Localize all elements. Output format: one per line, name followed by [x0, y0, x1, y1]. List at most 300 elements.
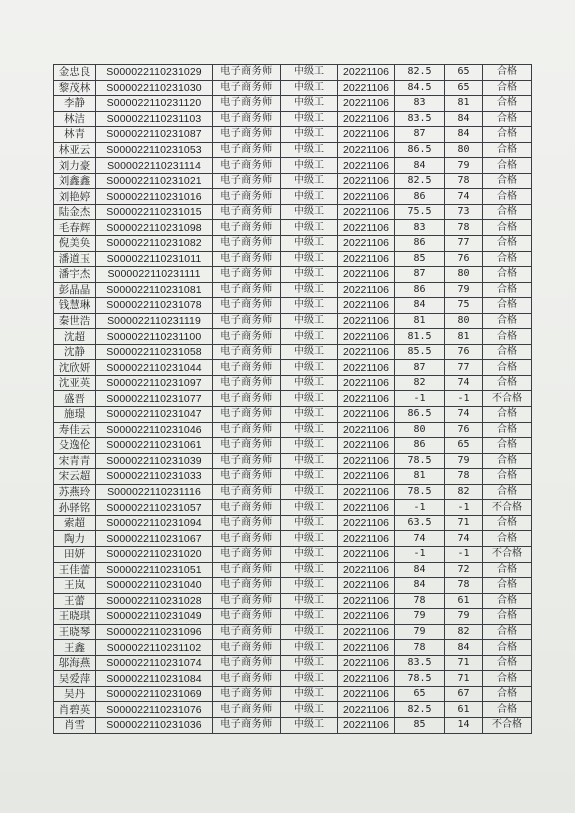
date-cell: 20221106: [338, 360, 395, 376]
exam-id-cell: S000022110231028: [96, 593, 213, 609]
level-cell: 中级工: [281, 640, 338, 656]
name-cell: 刘鑫鑫: [54, 173, 96, 189]
level-cell: 中级工: [281, 251, 338, 267]
result-cell: 合格: [483, 578, 532, 594]
date-cell: 20221106: [338, 702, 395, 718]
score-table: [53, 64, 532, 734]
theory-score-cell: 63.5: [395, 515, 445, 531]
level-cell: 中级工: [281, 236, 338, 252]
practical-score-cell: -1: [445, 546, 483, 562]
date-cell: 20221106: [338, 282, 395, 298]
level-cell: 中级工: [281, 360, 338, 376]
date-cell: 20221106: [338, 484, 395, 500]
name-cell: 潘道玉: [54, 251, 96, 267]
exam-id-cell: S000022110231097: [96, 375, 213, 391]
result-cell: 合格: [483, 127, 532, 143]
name-cell: 肖雪: [54, 717, 96, 733]
name-cell: 吴爱萍: [54, 671, 96, 687]
name-cell: 吴丹: [54, 686, 96, 702]
table-row: [54, 686, 532, 702]
theory-score-cell: 65: [395, 686, 445, 702]
name-cell: 秦世浩: [54, 313, 96, 329]
theory-score-cell: 81: [395, 313, 445, 329]
level-cell: 中级工: [281, 578, 338, 594]
theory-score-cell: 78.5: [395, 453, 445, 469]
practical-score-cell: 76: [445, 422, 483, 438]
result-cell: 合格: [483, 344, 532, 360]
result-cell: 合格: [483, 329, 532, 345]
exam-id-cell: S000022110231029: [96, 65, 213, 81]
level-cell: 中级工: [281, 96, 338, 112]
name-cell: 王佳蕾: [54, 562, 96, 578]
name-cell: 刘力豪: [54, 158, 96, 174]
occupation-cell: 电子商务师: [213, 640, 281, 656]
result-cell: 合格: [483, 407, 532, 423]
date-cell: 20221106: [338, 500, 395, 516]
practical-score-cell: 74: [445, 531, 483, 547]
exam-id-cell: S000022110231078: [96, 298, 213, 314]
name-cell: 宋青青: [54, 453, 96, 469]
level-cell: 中级工: [281, 671, 338, 687]
practical-score-cell: 81: [445, 96, 483, 112]
occupation-cell: 电子商务师: [213, 407, 281, 423]
exam-id-cell: S000022110231084: [96, 671, 213, 687]
practical-score-cell: 71: [445, 671, 483, 687]
date-cell: 20221106: [338, 546, 395, 562]
occupation-cell: 电子商务师: [213, 546, 281, 562]
result-cell: 合格: [483, 562, 532, 578]
level-cell: 中级工: [281, 717, 338, 733]
exam-id-cell: S000022110231046: [96, 422, 213, 438]
table-row: [54, 267, 532, 283]
practical-score-cell: -1: [445, 500, 483, 516]
theory-score-cell: 83: [395, 96, 445, 112]
exam-id-cell: S000022110231067: [96, 531, 213, 547]
date-cell: 20221106: [338, 531, 395, 547]
exam-id-cell: S000022110231053: [96, 142, 213, 158]
practical-score-cell: 77: [445, 236, 483, 252]
occupation-cell: 电子商务师: [213, 329, 281, 345]
date-cell: 20221106: [338, 686, 395, 702]
date-cell: 20221106: [338, 204, 395, 220]
result-cell: 合格: [483, 453, 532, 469]
result-cell: 合格: [483, 375, 532, 391]
table-row: [54, 282, 532, 298]
occupation-cell: 电子商务师: [213, 158, 281, 174]
date-cell: 20221106: [338, 655, 395, 671]
level-cell: 中级工: [281, 127, 338, 143]
occupation-cell: 电子商务师: [213, 609, 281, 625]
practical-score-cell: 82: [445, 484, 483, 500]
result-cell: 不合格: [483, 546, 532, 562]
result-cell: 合格: [483, 655, 532, 671]
date-cell: 20221106: [338, 578, 395, 594]
practical-score-cell: 78: [445, 220, 483, 236]
exam-id-cell: S000022110231044: [96, 360, 213, 376]
level-cell: 中级工: [281, 344, 338, 360]
level-cell: 中级工: [281, 220, 338, 236]
result-cell: 合格: [483, 702, 532, 718]
practical-score-cell: -1: [445, 391, 483, 407]
table-row: [54, 515, 532, 531]
table-row: [54, 158, 532, 174]
result-cell: 合格: [483, 624, 532, 640]
exam-id-cell: S000022110231100: [96, 329, 213, 345]
result-cell: 合格: [483, 593, 532, 609]
exam-id-cell: S000022110231098: [96, 220, 213, 236]
table-row: [54, 80, 532, 96]
date-cell: 20221106: [338, 236, 395, 252]
exam-id-cell: S000022110231011: [96, 251, 213, 267]
occupation-cell: 电子商务师: [213, 65, 281, 81]
result-cell: 合格: [483, 531, 532, 547]
practical-score-cell: 61: [445, 702, 483, 718]
name-cell: 彭晶晶: [54, 282, 96, 298]
practical-score-cell: 81: [445, 329, 483, 345]
exam-id-cell: S000022110231074: [96, 655, 213, 671]
practical-score-cell: 71: [445, 515, 483, 531]
level-cell: 中级工: [281, 422, 338, 438]
date-cell: 20221106: [338, 96, 395, 112]
result-cell: 合格: [483, 267, 532, 283]
table-row: [54, 562, 532, 578]
exam-id-cell: S000022110231096: [96, 624, 213, 640]
result-cell: 合格: [483, 515, 532, 531]
result-cell: 合格: [483, 189, 532, 205]
result-cell: 合格: [483, 484, 532, 500]
occupation-cell: 电子商务师: [213, 360, 281, 376]
level-cell: 中级工: [281, 702, 338, 718]
theory-score-cell: 87: [395, 267, 445, 283]
exam-id-cell: S000022110231077: [96, 391, 213, 407]
table-row: [54, 111, 532, 127]
exam-id-cell: S000022110231116: [96, 484, 213, 500]
result-cell: 合格: [483, 158, 532, 174]
theory-score-cell: 78.5: [395, 484, 445, 500]
occupation-cell: 电子商务师: [213, 717, 281, 733]
result-cell: 合格: [483, 298, 532, 314]
result-cell: 合格: [483, 142, 532, 158]
table-row: [54, 391, 532, 407]
name-cell: 盛晋: [54, 391, 96, 407]
result-cell: 合格: [483, 282, 532, 298]
table-row: [54, 671, 532, 687]
result-cell: 合格: [483, 438, 532, 454]
result-cell: 不合格: [483, 500, 532, 516]
theory-score-cell: -1: [395, 391, 445, 407]
level-cell: 中级工: [281, 158, 338, 174]
name-cell: 刘艳婷: [54, 189, 96, 205]
table-row: [54, 546, 532, 562]
occupation-cell: 电子商务师: [213, 593, 281, 609]
theory-score-cell: 82.5: [395, 702, 445, 718]
occupation-cell: 电子商务师: [213, 313, 281, 329]
date-cell: 20221106: [338, 593, 395, 609]
theory-score-cell: 81: [395, 469, 445, 485]
occupation-cell: 电子商务师: [213, 562, 281, 578]
result-cell: 合格: [483, 360, 532, 376]
exam-id-cell: S000022110231057: [96, 500, 213, 516]
practical-score-cell: 74: [445, 375, 483, 391]
date-cell: 20221106: [338, 267, 395, 283]
occupation-cell: 电子商务师: [213, 469, 281, 485]
date-cell: 20221106: [338, 251, 395, 267]
name-cell: 苏燕玲: [54, 484, 96, 500]
occupation-cell: 电子商务师: [213, 96, 281, 112]
date-cell: 20221106: [338, 640, 395, 656]
theory-score-cell: 84.5: [395, 80, 445, 96]
practical-score-cell: 78: [445, 173, 483, 189]
theory-score-cell: 86.5: [395, 142, 445, 158]
practical-score-cell: 61: [445, 593, 483, 609]
table-row: [54, 251, 532, 267]
practical-score-cell: 74: [445, 407, 483, 423]
exam-id-cell: S000022110231033: [96, 469, 213, 485]
theory-score-cell: 83.5: [395, 655, 445, 671]
name-cell: 毛春辉: [54, 220, 96, 236]
occupation-cell: 电子商务师: [213, 220, 281, 236]
table-row: [54, 469, 532, 485]
name-cell: 寿佳云: [54, 422, 96, 438]
exam-id-cell: S000022110231036: [96, 717, 213, 733]
name-cell: 王岚: [54, 578, 96, 594]
result-cell: 不合格: [483, 717, 532, 733]
table-row: [54, 531, 532, 547]
practical-score-cell: 79: [445, 609, 483, 625]
result-cell: 合格: [483, 173, 532, 189]
result-cell: 合格: [483, 313, 532, 329]
exam-id-cell: S000022110231103: [96, 111, 213, 127]
practical-score-cell: 78: [445, 469, 483, 485]
occupation-cell: 电子商务师: [213, 578, 281, 594]
name-cell: 施璟: [54, 407, 96, 423]
table-row: [54, 375, 532, 391]
exam-id-cell: S000022110231119: [96, 313, 213, 329]
result-cell: 合格: [483, 220, 532, 236]
level-cell: 中级工: [281, 111, 338, 127]
theory-score-cell: 78: [395, 593, 445, 609]
occupation-cell: 电子商务师: [213, 422, 281, 438]
date-cell: 20221106: [338, 671, 395, 687]
name-cell: 潘宇杰: [54, 267, 96, 283]
level-cell: 中级工: [281, 686, 338, 702]
level-cell: 中级工: [281, 189, 338, 205]
table-row: [54, 593, 532, 609]
name-cell: 林洁: [54, 111, 96, 127]
theory-score-cell: 84: [395, 298, 445, 314]
result-cell: 合格: [483, 251, 532, 267]
level-cell: 中级工: [281, 531, 338, 547]
date-cell: 20221106: [338, 624, 395, 640]
occupation-cell: 电子商务师: [213, 142, 281, 158]
occupation-cell: 电子商务师: [213, 236, 281, 252]
name-cell: 黎茂林: [54, 80, 96, 96]
exam-id-cell: S000022110231076: [96, 702, 213, 718]
name-cell: 沈亚英: [54, 375, 96, 391]
occupation-cell: 电子商务师: [213, 173, 281, 189]
theory-score-cell: 81.5: [395, 329, 445, 345]
exam-id-cell: S000022110231049: [96, 609, 213, 625]
table-row: [54, 344, 532, 360]
name-cell: 王蕾: [54, 593, 96, 609]
name-cell: 索超: [54, 515, 96, 531]
level-cell: 中级工: [281, 469, 338, 485]
practical-score-cell: 67: [445, 686, 483, 702]
name-cell: 沈欣妍: [54, 360, 96, 376]
exam-id-cell: S000022110231058: [96, 344, 213, 360]
occupation-cell: 电子商务师: [213, 375, 281, 391]
theory-score-cell: 86: [395, 282, 445, 298]
practical-score-cell: 80: [445, 267, 483, 283]
practical-score-cell: 76: [445, 344, 483, 360]
level-cell: 中级工: [281, 313, 338, 329]
occupation-cell: 电子商务师: [213, 500, 281, 516]
level-cell: 中级工: [281, 298, 338, 314]
table-row: [54, 189, 532, 205]
exam-id-cell: S000022110231039: [96, 453, 213, 469]
theory-score-cell: 87: [395, 127, 445, 143]
theory-score-cell: 83: [395, 220, 445, 236]
name-cell: 陶力: [54, 531, 96, 547]
theory-score-cell: 85.5: [395, 344, 445, 360]
exam-id-cell: S000022110231051: [96, 562, 213, 578]
result-cell: 合格: [483, 469, 532, 485]
theory-score-cell: 84: [395, 158, 445, 174]
practical-score-cell: 71: [445, 655, 483, 671]
result-cell: 合格: [483, 204, 532, 220]
theory-score-cell: 87: [395, 360, 445, 376]
practical-score-cell: 14: [445, 717, 483, 733]
date-cell: 20221106: [338, 438, 395, 454]
level-cell: 中级工: [281, 65, 338, 81]
occupation-cell: 电子商务师: [213, 531, 281, 547]
table-row: [54, 204, 532, 220]
level-cell: 中级工: [281, 173, 338, 189]
practical-score-cell: 75: [445, 298, 483, 314]
date-cell: 20221106: [338, 142, 395, 158]
occupation-cell: 电子商务师: [213, 267, 281, 283]
exam-id-cell: S000022110231040: [96, 578, 213, 594]
date-cell: 20221106: [338, 391, 395, 407]
level-cell: 中级工: [281, 282, 338, 298]
practical-score-cell: 80: [445, 313, 483, 329]
date-cell: 20221106: [338, 717, 395, 733]
occupation-cell: 电子商务师: [213, 624, 281, 640]
level-cell: 中级工: [281, 438, 338, 454]
practical-score-cell: 79: [445, 158, 483, 174]
exam-id-cell: S000022110231069: [96, 686, 213, 702]
theory-score-cell: -1: [395, 546, 445, 562]
table-row: [54, 313, 532, 329]
theory-score-cell: 84: [395, 578, 445, 594]
theory-score-cell: 84: [395, 562, 445, 578]
practical-score-cell: 76: [445, 251, 483, 267]
name-cell: 孙驿铭: [54, 500, 96, 516]
date-cell: 20221106: [338, 158, 395, 174]
level-cell: 中级工: [281, 624, 338, 640]
result-cell: 合格: [483, 422, 532, 438]
exam-id-cell: S000022110231030: [96, 80, 213, 96]
practical-score-cell: 65: [445, 438, 483, 454]
theory-score-cell: 82.5: [395, 65, 445, 81]
theory-score-cell: -1: [395, 500, 445, 516]
name-cell: 倪美奂: [54, 236, 96, 252]
occupation-cell: 电子商务师: [213, 655, 281, 671]
name-cell: 钱慧琳: [54, 298, 96, 314]
name-cell: 王晓琴: [54, 624, 96, 640]
date-cell: 20221106: [338, 453, 395, 469]
level-cell: 中级工: [281, 375, 338, 391]
exam-id-cell: S000022110231111: [96, 267, 213, 283]
table-row: [54, 65, 532, 81]
date-cell: 20221106: [338, 65, 395, 81]
level-cell: 中级工: [281, 593, 338, 609]
date-cell: 20221106: [338, 329, 395, 345]
practical-score-cell: 84: [445, 640, 483, 656]
occupation-cell: 电子商务师: [213, 344, 281, 360]
occupation-cell: 电子商务师: [213, 127, 281, 143]
name-cell: 沈静: [54, 344, 96, 360]
result-cell: 合格: [483, 65, 532, 81]
practical-score-cell: 72: [445, 562, 483, 578]
theory-score-cell: 85: [395, 251, 445, 267]
occupation-cell: 电子商务师: [213, 282, 281, 298]
exam-id-cell: S000022110231015: [96, 204, 213, 220]
exam-id-cell: S000022110231082: [96, 236, 213, 252]
theory-score-cell: 86.5: [395, 407, 445, 423]
level-cell: 中级工: [281, 546, 338, 562]
table-row: [54, 484, 532, 500]
date-cell: 20221106: [338, 422, 395, 438]
name-cell: 林青: [54, 127, 96, 143]
table-row: [54, 422, 532, 438]
occupation-cell: 电子商务师: [213, 453, 281, 469]
exam-id-cell: S000022110231047: [96, 407, 213, 423]
theory-score-cell: 85: [395, 717, 445, 733]
name-cell: 沈超: [54, 329, 96, 345]
level-cell: 中级工: [281, 453, 338, 469]
exam-id-cell: S000022110231081: [96, 282, 213, 298]
level-cell: 中级工: [281, 407, 338, 423]
practical-score-cell: 84: [445, 111, 483, 127]
table-row: [54, 702, 532, 718]
practical-score-cell: 80: [445, 142, 483, 158]
name-cell: 林亚云: [54, 142, 96, 158]
result-cell: 合格: [483, 686, 532, 702]
date-cell: 20221106: [338, 344, 395, 360]
occupation-cell: 电子商务师: [213, 298, 281, 314]
name-cell: 陆金杰: [54, 204, 96, 220]
exam-id-cell: S000022110231021: [96, 173, 213, 189]
theory-score-cell: 83.5: [395, 111, 445, 127]
name-cell: 王晓琪: [54, 609, 96, 625]
practical-score-cell: 82: [445, 624, 483, 640]
theory-score-cell: 78.5: [395, 671, 445, 687]
theory-score-cell: 78: [395, 640, 445, 656]
practical-score-cell: 74: [445, 189, 483, 205]
result-cell: 合格: [483, 609, 532, 625]
table-row: [54, 220, 532, 236]
date-cell: 20221106: [338, 469, 395, 485]
table-row: [54, 453, 532, 469]
date-cell: 20221106: [338, 189, 395, 205]
table-row: [54, 438, 532, 454]
name-cell: 宋云超: [54, 469, 96, 485]
table-row: [54, 236, 532, 252]
exam-id-cell: S000022110231094: [96, 515, 213, 531]
date-cell: 20221106: [338, 220, 395, 236]
table-row: [54, 142, 532, 158]
